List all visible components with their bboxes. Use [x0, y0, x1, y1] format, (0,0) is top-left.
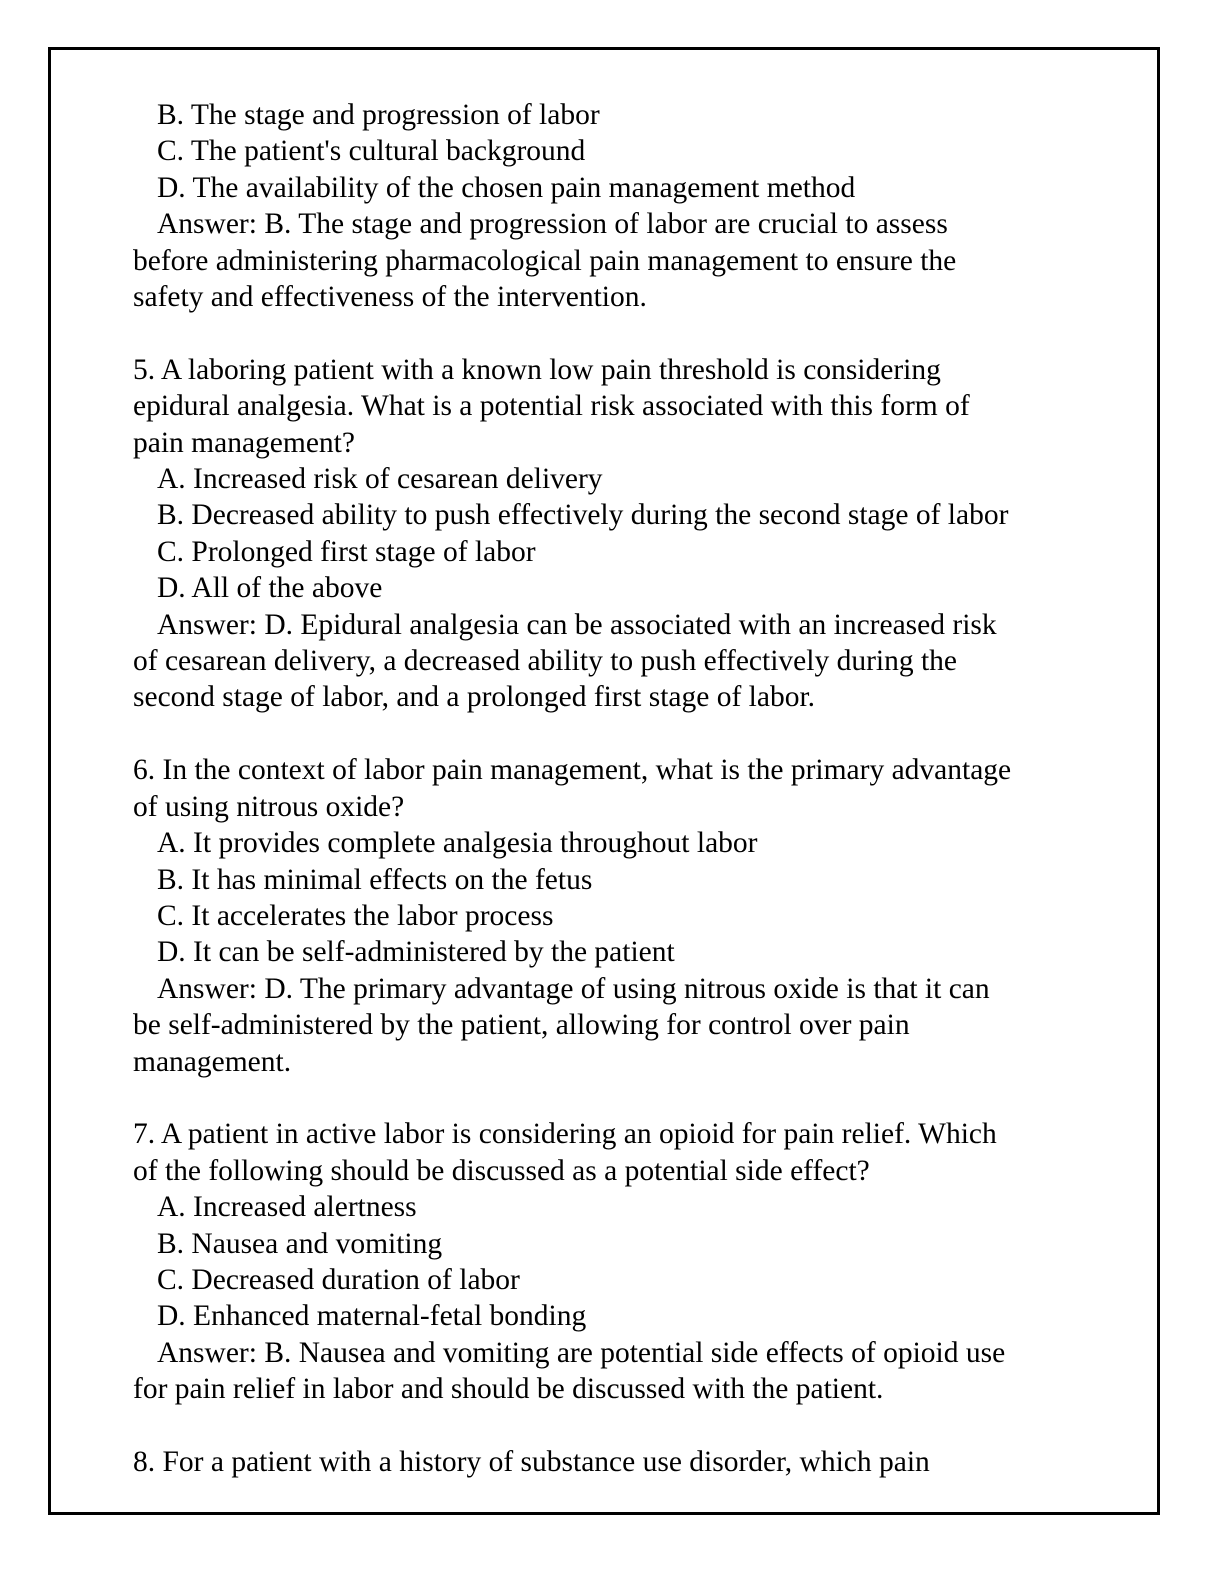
- spacer: [133, 315, 1093, 351]
- option-a: A. It provides complete analgesia throughout labor: [157, 827, 758, 860]
- question-5-block: [133, 352, 1093, 716]
- option-b: B. The stage and progression of labor: [157, 99, 600, 131]
- question-text: 5. A laboring patient with a known low pain threshold is considering: [133, 353, 941, 386]
- answer-line: of cesarean delivery, a decreased ability to push effectively during the: [133, 645, 958, 678]
- answer-line: Answer: D. Epidural analgesia can be associated with an increased risk: [157, 608, 997, 641]
- answer-line: before administering pharmacological pain management to ensure the: [133, 244, 957, 277]
- answer-line: for pain relief in labor and should be discussed with the patient.: [133, 1373, 884, 1406]
- document-body: [133, 97, 1093, 1480]
- answer-line: Answer: D. The primary advantage of using nitrous oxide is that it can: [157, 972, 990, 1005]
- question-text: 7. A patient in active labor is considering an opioid for pain relief. Which: [133, 1118, 997, 1151]
- question-text: epidural analgesia. What is a potential risk associated with this form of: [133, 390, 970, 423]
- option-d: D. It can be self-administered by the patient: [157, 936, 675, 969]
- answer-line: Answer: B. Nausea and vomiting are potential side effects of opioid use: [157, 1336, 1006, 1369]
- question-4-block: [133, 97, 1093, 315]
- question-6-block: [133, 752, 1093, 1080]
- spacer: [133, 1080, 1093, 1116]
- option-d: D. The availability of the chosen pain management method: [157, 171, 856, 204]
- option-d: D. Enhanced maternal-fetal bonding: [157, 1300, 587, 1333]
- spacer: [133, 1408, 1093, 1444]
- option-b: B. Nausea and vomiting: [157, 1227, 443, 1260]
- spacer: [133, 716, 1093, 752]
- option-c: C. Prolonged first stage of labor: [157, 535, 536, 568]
- question-text: 8. For a patient with a history of substance use disorder, which pain: [133, 1445, 930, 1478]
- question-text: of using nitrous oxide?: [133, 790, 405, 823]
- question-text: pain management?: [133, 426, 355, 459]
- answer-line: safety and effectiveness of the intervention.: [133, 281, 647, 314]
- option-b: B. It has minimal effects on the fetus: [157, 863, 593, 896]
- option-c: C. It accelerates the labor process: [157, 899, 554, 932]
- answer-line: Answer: B. The stage and progression of labor are crucial to assess: [157, 208, 948, 241]
- option-a: A. Increased alertness: [157, 1191, 417, 1224]
- option-b: B. Decreased ability to push effectively during the second stage of labor: [157, 499, 1009, 532]
- answer-line: second stage of labor, and a prolonged first stage of labor.: [133, 681, 816, 714]
- question-text: of the following should be discussed as a potential side effect?: [133, 1154, 870, 1187]
- option-d: D. All of the above: [157, 572, 383, 605]
- answer-line: be self-administered by the patient, allowing for control over pain: [133, 1009, 910, 1042]
- option-c: C. Decreased duration of labor: [157, 1263, 520, 1296]
- option-a: A. Increased risk of cesarean delivery: [157, 463, 603, 496]
- question-8-block: [133, 1444, 1093, 1480]
- question-7-block: [133, 1116, 1093, 1407]
- answer-line: management.: [133, 1045, 292, 1078]
- option-c: C. The patient's cultural background: [157, 135, 586, 168]
- question-text: 6. In the context of labor pain management, what is the primary advantage: [133, 754, 1012, 787]
